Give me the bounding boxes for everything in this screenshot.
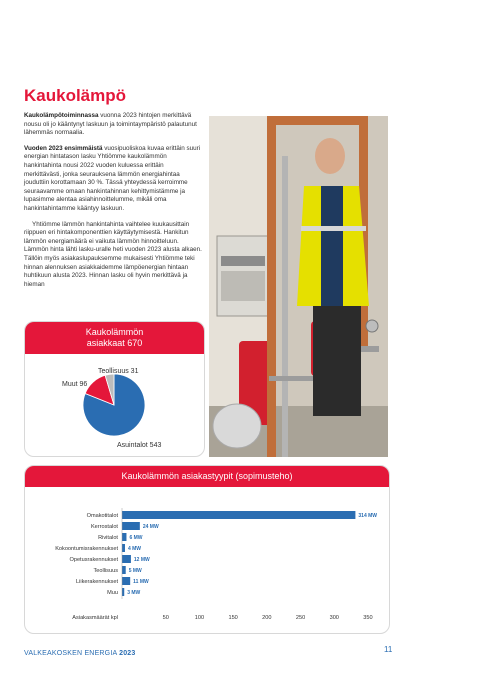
paragraph-2-text: vuosipuoliskoa kuvaa erittäin suuri energian hintatason lasku Yhtiömme kaukolämmön hankintahinta nousi 2022 vuoden kuluessa erittäin merkittävästi, jonka seurauksena lämmön energiahintaa jouduttiin korottamaan 30 %. Tässä yhteydessä kerroimme seuraavamme omaan hankintahinnan kehittymistämme ja lupasimme alentaa asiahinnoittelumme, mikäli oma hankintahintamme kääntyy laskuun.	[24, 144, 201, 212]
footer-company: VALKEAKOSKEN ENERGIA	[24, 650, 117, 657]
pie-chart	[25, 354, 204, 456]
bar-category-label: Kerrostalot	[90, 524, 118, 530]
paragraph-2	[24, 145, 202, 214]
bar-chart-title: Kaukolämmön asiakastyypit (sopimusteho)	[25, 466, 389, 487]
bar-category-label: Teollisuus	[93, 568, 118, 574]
bar-6	[122, 577, 130, 585]
bar-value-label: 11 MW	[133, 579, 149, 585]
bar-7	[122, 588, 124, 596]
bar-chart-card	[24, 465, 390, 634]
footer	[24, 650, 136, 657]
bar-5	[122, 566, 126, 574]
x-tick-label: 100	[194, 615, 205, 621]
bar-value-label: 4 MW	[127, 546, 142, 552]
x-tick-label: 150	[228, 615, 238, 621]
bar-0	[122, 511, 355, 519]
bar-value-label: 12 MW	[133, 557, 150, 563]
bar-category-label: Kokoontumisrakennukset	[55, 546, 118, 552]
pie-label-asuintalot: Asuintalot 543	[117, 442, 162, 449]
x-tick-label: 300	[329, 615, 339, 621]
x-tick-label: 50	[162, 615, 169, 621]
paragraph-1-text: vuonna 2023 hintojen merkittävä nousu oli jo kääntynyt laskuun ja toimintaympäristö palautunut lähemmäs normaalia.	[24, 112, 197, 137]
photo-illustration	[209, 116, 388, 457]
paragraph-3-text: Yhtiömme lämmön hankintahinta vaihtelee kuukausittain riippuen eri hintakomponenttien käyttäytymisestä. Hankitun lämmön energiamäärä ei vaikuta lämmön hinnoitteluun. Lämmön hinta lähti lasku-uralle heti vuoden 2023 alusta alkaen. Tällöin myös asiakaslupauksemme mukaisesti Yhtiömme teki hinnan alennuksen asiakkaidemme lämpöenergian hintaan huhtikuun alusta 2023. Hinnan lasku oli hyvin merkittävä ja hieman	[24, 220, 202, 288]
bar-2	[122, 533, 126, 541]
x-tick-label: 200	[262, 615, 272, 621]
bar-category-label: Rivitalot	[98, 535, 118, 541]
bar-4	[122, 555, 131, 563]
bar-3	[122, 544, 125, 552]
bar-1	[122, 522, 140, 530]
photo-heating-room	[209, 116, 388, 457]
bar-chart	[25, 487, 389, 633]
paragraph-2-lead: Vuoden 2023 ensimmäistä	[24, 144, 103, 152]
x-tick-label: 350	[363, 615, 373, 621]
paragraph-3	[24, 221, 202, 290]
paragraph-1-lead: Kaukolämpötoiminnassa	[24, 112, 99, 119]
x-axis-label: Asiakasmäärät kpl	[72, 615, 118, 621]
bar-value-label: 6 MW	[129, 535, 143, 541]
page-number: 11	[384, 645, 393, 654]
pie-chart-card	[24, 321, 205, 457]
paragraph-1	[24, 112, 202, 138]
pie-chart-title-line1: Kaukolämmön	[85, 327, 144, 337]
bar-category-label: Muu	[107, 590, 118, 596]
bar-value-label: 3 MW	[127, 590, 141, 596]
bar-value-label: 5 MW	[128, 568, 142, 574]
bar-value-label: 314 MW	[358, 513, 378, 519]
pie-chart-title-line2: asiakkaat 670	[86, 338, 143, 348]
bar-category-label: Liikerakennukset	[76, 579, 118, 585]
pie-label-teollisuus: Teollisuus 31	[98, 368, 139, 375]
bar-category-label: Opetusrakennukset	[69, 557, 118, 563]
pie-chart-header	[25, 322, 204, 354]
bar-category-label: Omakotitalot	[86, 513, 118, 519]
pie-label-muut: Muut 96	[62, 381, 88, 388]
x-tick-label: 250	[295, 615, 306, 621]
body-text	[24, 112, 202, 296]
footer-year: 2023	[119, 650, 136, 657]
page-title: Kaukolämpö	[24, 86, 127, 105]
bar-value-label: 24 MW	[142, 524, 159, 530]
